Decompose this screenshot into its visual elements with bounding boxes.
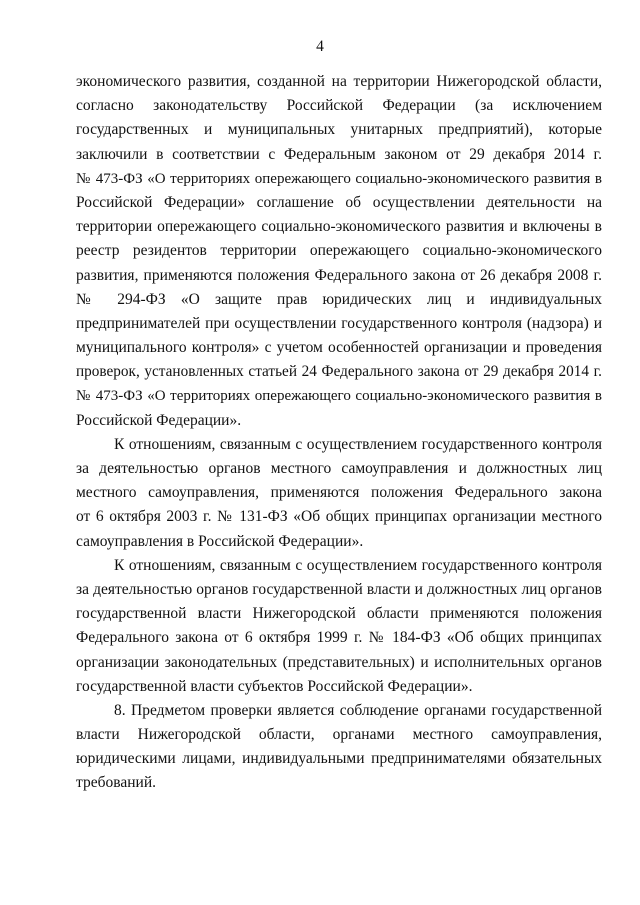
text-line: К отношениям, связанным с осуществлением государственного контроля <box>114 435 602 453</box>
text-line: власти Нижегородской области, органами местного самоуправления, <box>76 726 602 744</box>
text-line: юридическими лицами, индивидуальными предпринимателями обязательных <box>76 750 602 768</box>
text-line: согласно законодательству Российской Федерации (за исключением <box>76 97 602 115</box>
text-line: № 473-ФЗ «О территориях опережающего социально-экономического развития в <box>76 170 602 187</box>
paragraph-4 <box>76 699 602 796</box>
document-body <box>76 70 602 796</box>
text-line: № 473-ФЗ «О территориях опережающего социально-экономического развития в <box>76 388 602 405</box>
text-line: организации законодательных (представительных) и исполнительных органов <box>76 653 602 671</box>
paragraph-3 <box>76 554 602 699</box>
text-line: требований. <box>76 774 156 792</box>
text-line: за деятельностью органов государственной власти и должностных лиц органов <box>76 580 602 598</box>
text-line: территории опережающего социально-экономического развития и включены в <box>76 218 602 236</box>
text-line: местного самоуправления, применяются положения Федерального закона <box>76 484 602 502</box>
page-number: 4 <box>316 38 324 55</box>
text-line: предпринимателей при осуществлении государственного контроля (надзора) и <box>76 314 602 332</box>
text-line: от 6 октября 2003 г. № 131-ФЗ «Об общих принципах организации местного <box>76 508 602 526</box>
paragraph-1 <box>76 70 602 433</box>
text-line: муниципального контроля» с учетом особенностей организации и проведения <box>76 339 602 357</box>
text-line: государственной власти Нижегородской области применяются положения <box>76 605 602 623</box>
paragraph-2 <box>76 433 602 554</box>
text-line: Российской Федерации» соглашение об осуществлении деятельности на <box>76 193 602 211</box>
text-line: за деятельностью органов местного самоуправления и должностных лиц <box>76 460 602 477</box>
text-line: самоуправления в Российской Федерации». <box>76 532 364 550</box>
text-line: реестр резидентов территории опережающего социально-экономического <box>76 242 602 260</box>
text-line: государственных и муниципальных унитарных предприятий), которые <box>76 121 602 139</box>
text-line: Российской Федерации». <box>76 411 242 429</box>
text-line: развития, применяются положения Федерального закона от 26 декабря 2008 г. <box>76 266 602 284</box>
text-line: заключили в соответствии с Федеральным законом от 29 декабря 2014 г. <box>76 145 602 163</box>
text-line: № 294-ФЗ «О защите прав юридических лиц и индивидуальных <box>76 290 602 308</box>
text-line: проверок, установленных статьей 24 Федерального закона от 29 декабря 2014 г. <box>76 363 602 381</box>
text-line: 8. Предметом проверки является соблюдение органами государственной <box>114 701 602 719</box>
text-line: Федерального закона от 6 октября 1999 г. № 184-ФЗ «Об общих принципах <box>76 629 602 647</box>
text-line: экономического развития, созданной на территории Нижегородской области, <box>76 73 602 90</box>
text-line: государственной власти субъектов Российской Федерации». <box>76 677 473 695</box>
text-line: К отношениям, связанным с осуществлением государственного контроля <box>114 556 602 574</box>
